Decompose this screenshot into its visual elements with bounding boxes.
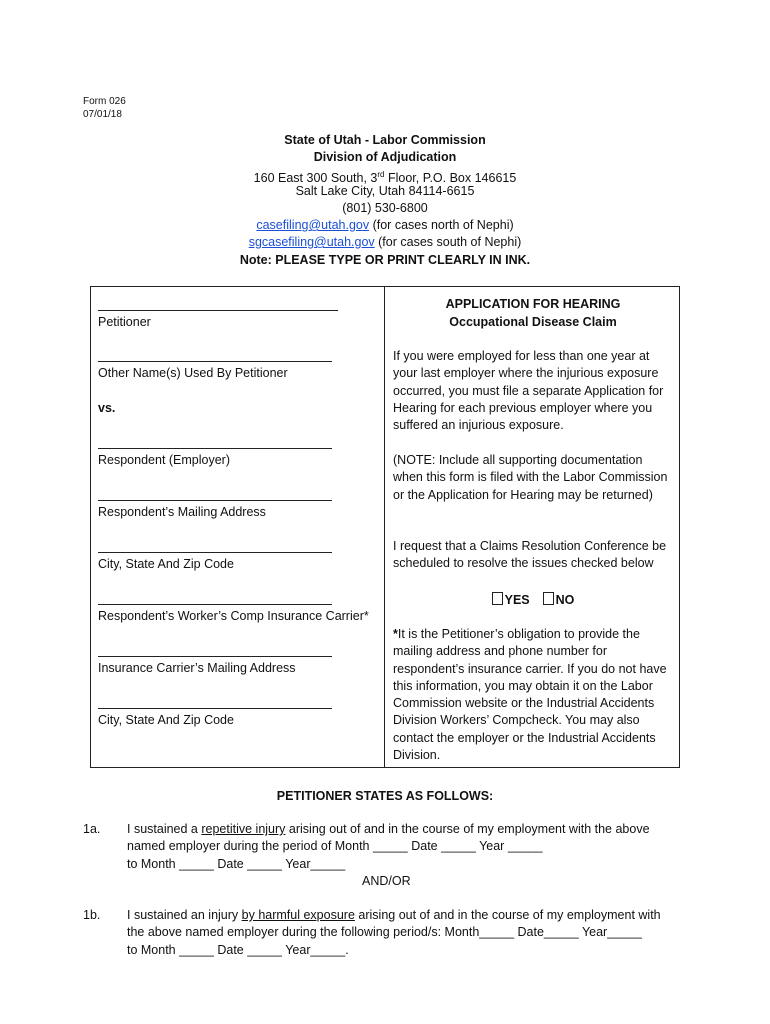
insurance-carrier-label: Respondent’s Worker’s Comp Insurance Carrier* [98, 609, 369, 623]
item-1b-text: I sustained an injury by harmful exposure arising out of and in the course of my employment with the above named employer during the following period/s: Month_____ Date_____ Year_____ to Month _____ Date _____ Year_____. [127, 908, 661, 957]
carrier-address-label: Insurance Carrier’s Mailing Address [98, 661, 296, 675]
city-state-zip-2-label: City, State And Zip Code [98, 713, 234, 727]
carrier-address-line[interactable] [98, 656, 332, 657]
no-label: NO [555, 593, 575, 607]
statements-heading: PETITIONER STATES AS FOLLOWS: [276, 789, 494, 803]
city-state-zip-2-line[interactable] [98, 708, 332, 709]
conference-options [388, 592, 678, 609]
respondent-address-label: Respondent’s Mailing Address [98, 505, 266, 519]
respondent-label: Respondent (Employer) [98, 453, 231, 467]
agency-title: State of Utah - Labor Commission [284, 133, 486, 147]
email-north-link[interactable]: casefiling@utah.gov [256, 218, 370, 232]
petitioner-label: Petitioner [98, 315, 151, 329]
email-north-line: casefiling@utah.gov (for cases north of Nephi) [256, 218, 514, 232]
yes-checkbox[interactable] [492, 592, 503, 605]
item-1a-number: 1a. [83, 822, 101, 836]
yes-label: YES [504, 593, 530, 607]
form-date: 07/01/18 [83, 109, 122, 120]
street-address: 160 East 300 South, 3rd Floor, P.O. Box 146615 [253, 170, 517, 186]
respondent-line[interactable] [98, 448, 332, 449]
city-address: Salt Lake City, Utah 84114-6615 [295, 184, 475, 198]
phone-number: (801) 530-6800 [342, 201, 428, 215]
conference-request: I request that a Claims Resolution Conference be scheduled to resolve the issues checked below [393, 539, 667, 571]
documentation-note: (NOTE: Include all supporting documentation when this form is filed with the Labor Commission or the Application for Hearing may be returned) [393, 453, 668, 502]
email-south-link[interactable]: sgcasefiling@utah.gov [248, 235, 375, 249]
petitioner-line[interactable] [98, 310, 338, 311]
city-state-zip-1-label: City, State And Zip Code [98, 557, 234, 571]
caption-divider [384, 286, 385, 768]
no-checkbox[interactable] [543, 592, 554, 605]
item-1b-number: 1b. [83, 908, 101, 922]
city-state-zip-1-line[interactable] [98, 552, 332, 553]
carrier-obligation-note: *It is the Petitioner’s obligation to provide the mailing address and phone number for respondent’s insurance carrier. If you do not have this information, you may obtain it on the Labor Commission website or the Industrial Accidents Division Workers’ Compcheck. You may also contact the employer or the Industrial Accidents Division. [393, 627, 667, 763]
employment-instructions: If you were employed for less than one year at your last employer where the injurious exposure occurred, you must file a separate Application for Hearing for each previous employer where you suffered an injurious exposure. [393, 349, 664, 433]
respondent-address-line[interactable] [98, 500, 332, 501]
application-title: APPLICATION FOR HEARING [445, 297, 621, 311]
vs-label: vs. [98, 401, 116, 415]
insurance-carrier-line[interactable] [98, 604, 332, 605]
division-title: Division of Adjudication [313, 150, 457, 164]
other-names-label: Other Name(s) Used By Petitioner [98, 366, 288, 380]
application-subtitle: Occupational Disease Claim [449, 315, 617, 329]
form-number: Form 026 [83, 96, 126, 107]
and-or-label: AND/OR [362, 874, 411, 888]
other-names-line[interactable] [98, 361, 332, 362]
email-south-line: sgcasefiling@utah.gov (for cases south of Nephi) [248, 235, 522, 249]
item-1a-text: I sustained a repetitive injury arising out of and in the course of my employment with the above named employer during the period of Month _____ Date _____ Year _____ to Month _____ Date _____ Year_____ [127, 822, 650, 871]
print-note: Note: PLEASE TYPE OR PRINT CLEARLY IN INK. [239, 253, 531, 267]
